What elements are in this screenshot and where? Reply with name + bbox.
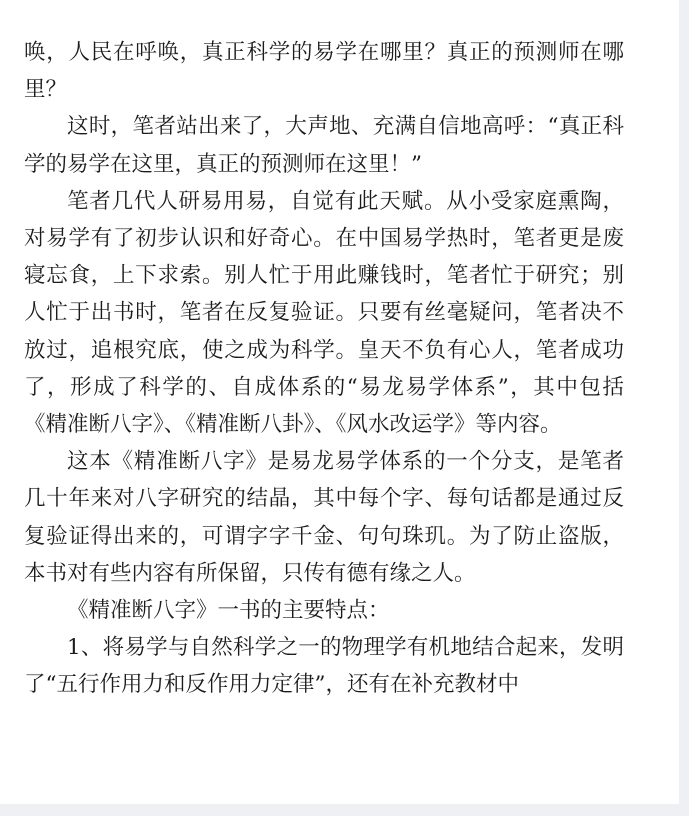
paragraph-1: 唤，人民在呼唤，真正科学的易学在哪里？真正的预测师在哪里？ bbox=[24, 40, 624, 103]
paragraph-2: 这时，笔者站出来了，大声地、充满自信地高呼：“真正科学的易学在这里，真正的预测师在这里！” bbox=[24, 114, 624, 177]
document-body bbox=[24, 34, 624, 704]
viewer-bottom-margin bbox=[0, 804, 689, 816]
paragraph-4: 这本《精准断八字》是易龙易学体系的一个分支，是笔者几十年来对八字研究的结晶，其中每个字、每句话都是通过反复验证得出来的，可谓字字千金、句句珠玑。为了防止盗版，本书对有些内容有所保留，只传有德有缘之人。 bbox=[24, 449, 624, 586]
paragraph-6: 1、将易学与自然科学之一的物理学有机地结合起来，发明了“五行作用力和反作用力定律”，还有在补充教材中 bbox=[24, 635, 624, 698]
paragraph-3: 笔者几代人研易用易，自觉有此天赋。从小受家庭熏陶，对易学有了初步认识和好奇心。在中国易学热时，笔者更是废寝忘食，上下求索。别人忙于用此赚钱时，笔者忙于研究；别人忙于出书时，笔者在反复验证。只要有丝毫疑问，笔者决不放过，追根究底，使之成为科学。皇天不负有心人，笔者成功了，形成了科学的、自成体系的“易龙易学体系”，其中包括《精准断八字》、《精准断八卦》、《风水改运学》等内容。 bbox=[24, 188, 624, 438]
paragraph-5: 《精准断八字》一书的主要特点： bbox=[67, 598, 390, 624]
viewer-right-margin bbox=[679, 0, 689, 804]
